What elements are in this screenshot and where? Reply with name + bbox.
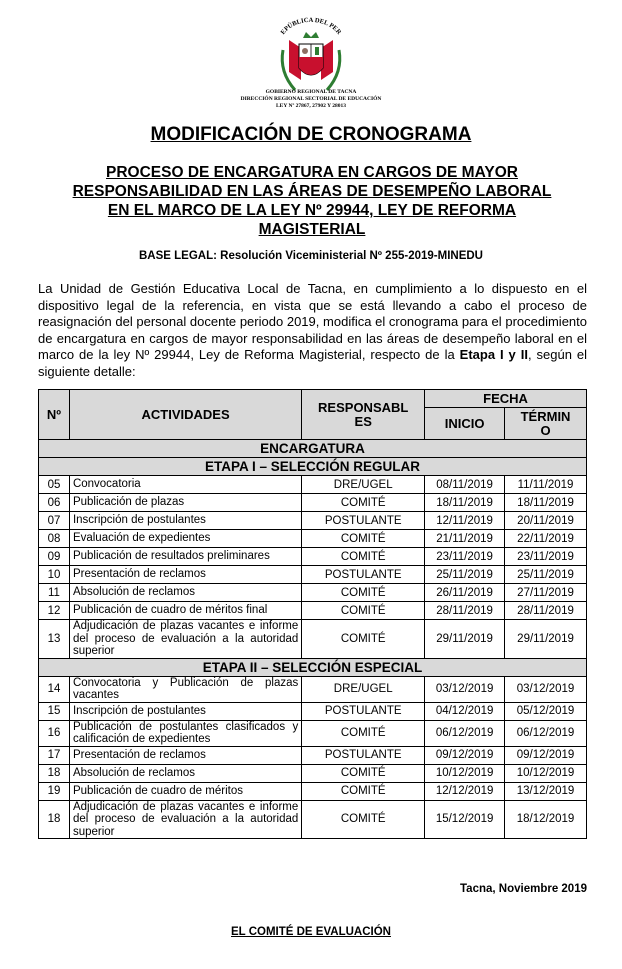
table-row	[39, 746, 587, 764]
header-end-line1: TÉRMIN	[520, 408, 571, 424]
row-num: 15	[39, 702, 70, 720]
row-end-date: 27/11/2019	[505, 584, 587, 602]
table-row	[39, 764, 587, 782]
gov-line-3: LEY Nº 27867, 27902 Y 28013	[276, 103, 346, 109]
header-responsible-line2: ES	[354, 413, 372, 429]
subtitle-line: RESPONSABILIDAD EN LAS ÁREAS DE DESEMPEÑO LABORAL	[72, 183, 552, 200]
row-num: 10	[39, 566, 70, 584]
row-start-date: 28/11/2019	[425, 602, 505, 620]
table-row	[39, 620, 587, 659]
row-num: 08	[39, 530, 70, 548]
seal-text: EPÚBLICA DEL PER	[279, 16, 343, 37]
row-num: 18	[39, 800, 70, 839]
schedule-table	[38, 389, 587, 839]
intro-paragraph	[38, 281, 587, 380]
row-activity: Publicación de postulantes clasificados y calificación de expedientes	[69, 720, 301, 746]
stage2-title: ETAPA II – SELECCIÓN ESPECIAL	[39, 658, 587, 676]
row-start-date: 10/12/2019	[425, 764, 505, 782]
gov-line-1: GOBIERNO REGIONAL DE TACNA	[265, 89, 357, 95]
intro-bold: Etapa I y II	[459, 347, 528, 362]
row-num: 19	[39, 782, 70, 800]
table-row	[39, 676, 587, 702]
subtitle-line: MAGISTERIAL	[258, 221, 366, 238]
row-activity: Presentación de reclamos	[69, 566, 301, 584]
row-start-date: 06/12/2019	[425, 720, 505, 746]
row-activity: Absolución de reclamos	[69, 584, 301, 602]
row-start-date: 21/11/2019	[425, 530, 505, 548]
row-activity: Convocatoria	[69, 476, 301, 494]
intro-tail: , según el siguiente detalle:	[38, 347, 587, 379]
row-end-date: 03/12/2019	[505, 676, 587, 702]
table-row	[39, 512, 587, 530]
row-responsible: COMITÉ	[302, 548, 425, 566]
header-responsible	[302, 390, 425, 440]
intro-text: La Unidad de Gestión Educativa Local de Tacna, en cumplimiento a lo dispuesto en el dispositivo legal de la referencia, en vista que se está llevando a cabo el proceso de reasignación del personal docente periodo 2019, modifica el cronograma para el procedimiento de encargatura en cargos de mayor responsabilidad en las áreas de desempeño laboral en el marco de la ley Nº 29944, Ley de Reforma Magisterial, respecto de la	[38, 281, 587, 362]
table-row	[39, 566, 587, 584]
table-row	[39, 494, 587, 512]
row-end-date: 13/12/2019	[505, 782, 587, 800]
footer-signature: EL COMITÉ DE EVALUACIÓN	[231, 926, 391, 938]
row-end-date: 22/11/2019	[505, 530, 587, 548]
row-end-date: 11/11/2019	[505, 476, 587, 494]
row-activity: Publicación de plazas	[69, 494, 301, 512]
row-end-date: 28/11/2019	[505, 602, 587, 620]
row-end-date: 18/12/2019	[505, 800, 587, 839]
row-responsible: POSTULANTE	[302, 512, 425, 530]
row-activity: Evaluación de expedientes	[69, 530, 301, 548]
header-responsible-line1: RESPONSABL	[318, 399, 409, 415]
header-activities: ACTIVIDADES	[69, 390, 301, 440]
row-end-date: 05/12/2019	[505, 702, 587, 720]
row-activity: Adjudicación de plazas vacantes e informe del proceso de evaluación a la autoridad superior	[69, 800, 301, 839]
row-responsible: POSTULANTE	[302, 702, 425, 720]
row-activity: Absolución de reclamos	[69, 764, 301, 782]
row-responsible: COMITÉ	[302, 720, 425, 746]
header-date: FECHA	[425, 390, 587, 408]
table-row	[39, 602, 587, 620]
row-num: 05	[39, 476, 70, 494]
header-start: INICIO	[425, 408, 505, 440]
row-responsible: POSTULANTE	[302, 746, 425, 764]
gov-line-2: DIRECCIÓN REGIONAL SECTORIAL DE EDUCACIÓN	[240, 96, 382, 102]
row-num: 09	[39, 548, 70, 566]
table-row	[39, 476, 587, 494]
subtitle-line: EN EL MARCO DE LA LEY Nº 29944, LEY DE REFORMA	[107, 202, 517, 219]
row-activity: Inscripción de postulantes	[69, 702, 301, 720]
row-responsible: POSTULANTE	[302, 566, 425, 584]
row-num: 11	[39, 584, 70, 602]
row-start-date: 09/12/2019	[425, 746, 505, 764]
row-start-date: 08/11/2019	[425, 476, 505, 494]
table-row	[39, 584, 587, 602]
row-num: 12	[39, 602, 70, 620]
row-activity: Presentación de reclamos	[69, 746, 301, 764]
row-num: 13	[39, 620, 70, 659]
row-start-date: 23/11/2019	[425, 548, 505, 566]
footer-date: Tacna, Noviembre 2019	[460, 883, 587, 895]
row-end-date: 10/12/2019	[505, 764, 587, 782]
base-legal: BASE LEGAL: Resolución Viceministerial Nº 255-2019-MINEDU	[139, 250, 483, 262]
row-start-date: 25/11/2019	[425, 566, 505, 584]
row-activity: Publicación de resultados preliminares	[69, 548, 301, 566]
row-responsible: COMITÉ	[302, 764, 425, 782]
row-start-date: 04/12/2019	[425, 702, 505, 720]
row-activity: Convocatoria y Publicación de plazas vacantes	[69, 676, 301, 702]
row-responsible: COMITÉ	[302, 602, 425, 620]
section-title: ENCARGATURA	[39, 440, 587, 458]
row-num: 14	[39, 676, 70, 702]
row-num: 16	[39, 720, 70, 746]
row-start-date: 12/12/2019	[425, 782, 505, 800]
row-num: 07	[39, 512, 70, 530]
subtitle-line: PROCESO DE ENCARGATURA EN CARGOS DE MAYOR	[106, 164, 518, 181]
row-activity: Publicación de cuadro de méritos	[69, 782, 301, 800]
row-activity: Inscripción de postulantes	[69, 512, 301, 530]
table-row	[39, 548, 587, 566]
row-num: 18	[39, 764, 70, 782]
row-end-date: 18/11/2019	[505, 494, 587, 512]
row-responsible: COMITÉ	[302, 530, 425, 548]
row-start-date: 12/11/2019	[425, 512, 505, 530]
row-start-date: 15/12/2019	[425, 800, 505, 839]
row-responsible: COMITÉ	[302, 620, 425, 659]
table-row	[39, 530, 587, 548]
row-start-date: 26/11/2019	[425, 584, 505, 602]
row-responsible: COMITÉ	[302, 782, 425, 800]
table-row	[39, 800, 587, 839]
row-activity: Adjudicación de plazas vacantes e informe del proceso de evaluación a la autoridad superior	[69, 620, 301, 659]
row-end-date: 29/11/2019	[505, 620, 587, 659]
row-num: 06	[39, 494, 70, 512]
row-responsible: DRE/UGEL	[302, 676, 425, 702]
table-row	[39, 782, 587, 800]
header-num: Nº	[39, 390, 70, 440]
row-responsible: COMITÉ	[302, 494, 425, 512]
subtitle	[44, 163, 580, 239]
row-end-date: 23/11/2019	[505, 548, 587, 566]
row-start-date: 29/11/2019	[425, 620, 505, 659]
row-responsible: DRE/UGEL	[302, 476, 425, 494]
row-start-date: 03/12/2019	[425, 676, 505, 702]
row-num: 17	[39, 746, 70, 764]
svg-text:REPÚBLICA DEL PERÚ	[261, 10, 343, 36]
page-title: MODIFICACIÓN DE CRONOGRAMA	[150, 124, 472, 145]
header-end	[505, 408, 587, 440]
row-start-date: 18/11/2019	[425, 494, 505, 512]
row-end-date: 09/12/2019	[505, 746, 587, 764]
table-row	[39, 702, 587, 720]
table-row	[39, 720, 587, 746]
row-end-date: 06/12/2019	[505, 720, 587, 746]
stage1-title: ETAPA I – SELECCIÓN REGULAR	[39, 458, 587, 476]
row-activity: Publicación de cuadro de méritos final	[69, 602, 301, 620]
header-end-line2: O	[540, 422, 551, 438]
row-end-date: 20/11/2019	[505, 512, 587, 530]
row-end-date: 25/11/2019	[505, 566, 587, 584]
row-responsible: COMITÉ	[302, 800, 425, 839]
row-responsible: COMITÉ	[302, 584, 425, 602]
